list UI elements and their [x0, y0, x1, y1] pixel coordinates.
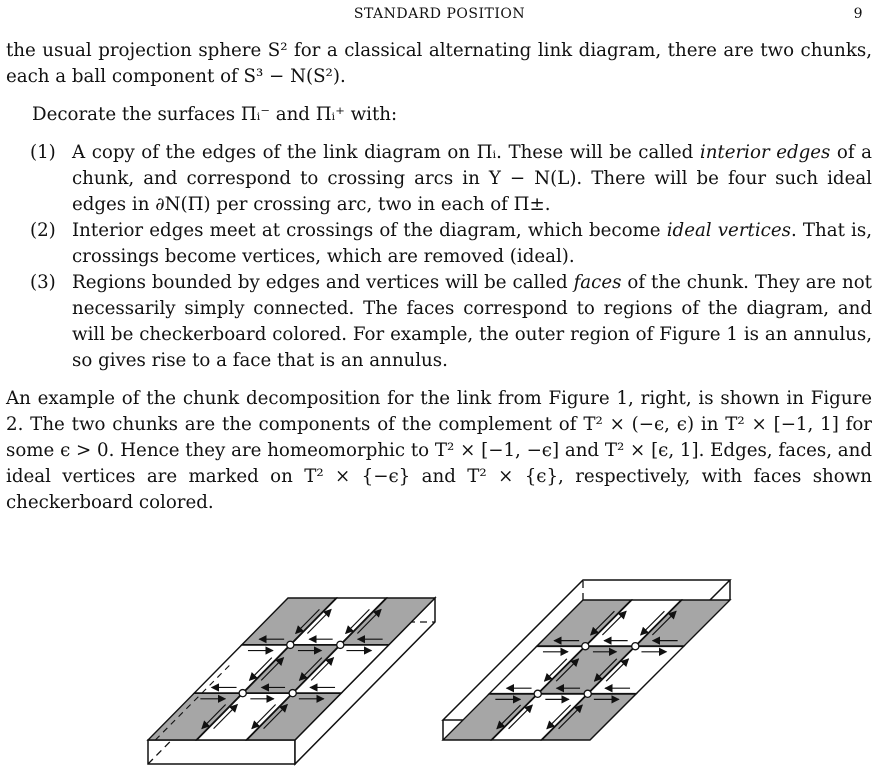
face-shaded: [635, 600, 730, 646]
chunk-left: [148, 598, 435, 764]
list-item-text: of a chunk, and correspond to crossing arcs in Y − N(L). There will be four such ideal edges in ∂N(Π) per crossing arc, two in each of Π±.: [72, 142, 872, 215]
list-item: [6, 270, 872, 374]
paragraph-example: An example of the chunk decomposition for the link from Figure 1, right, is shown in Figure 2. The two chunks are the components of the complement of T² × (−ϵ, ϵ) in T² × [−1, 1] for some ϵ > 0. Hence they are homeomorphic to T² × [−1, −ϵ] and T² × [ϵ, 1]. Edges, faces, and ideal vertices are marked on T² × {−ϵ} and T² × {ϵ}, respectively, with faces shown checkerboard colored.: [6, 388, 872, 513]
edge-arrow: [602, 611, 626, 635]
list-item-text: Interior edges meet at crossings of the diagram, which become: [72, 220, 667, 241]
edge-arrow: [544, 659, 566, 681]
ideal-vertex: [289, 690, 296, 697]
box-front-face: [148, 740, 295, 764]
list-item-number: (1): [30, 142, 56, 163]
face-white: [194, 645, 290, 693]
box-hidden-edge: [148, 622, 288, 764]
face-shaded: [538, 646, 636, 694]
body-text: [6, 38, 872, 516]
edge-arrow: [202, 705, 226, 729]
interior-edge: [541, 600, 681, 740]
edge-arrow: [249, 658, 271, 681]
edge-arrow: [594, 659, 616, 681]
edge-arrow: [299, 658, 321, 681]
face-shaded: [242, 598, 337, 645]
edge-arrow: [357, 609, 381, 633]
list-item-text: . That is, crossings become vertices, which are removed (ideal).: [72, 220, 872, 267]
face-shaded: [443, 694, 538, 740]
edge-arrow: [252, 705, 276, 729]
edge-arrow: [497, 705, 521, 729]
face-white: [489, 646, 585, 694]
edge-arrow: [547, 705, 571, 729]
edge-arrow: [346, 609, 370, 633]
ideal-vertex: [534, 690, 541, 697]
running-head-title: STANDARD POSITION: [353, 6, 526, 22]
list-item-number: (3): [30, 272, 56, 293]
list-item: [6, 140, 872, 218]
edge-arrow: [652, 611, 676, 635]
list-item-text: Regions bounded by edges and vertices will be called: [72, 272, 574, 293]
face-white: [585, 600, 681, 646]
page-number: 9: [853, 6, 863, 22]
chunk-right: [443, 580, 730, 740]
list-item-term: interior edges: [699, 142, 831, 163]
edge-arrow: [641, 611, 665, 635]
interior-edge: [197, 598, 337, 740]
face-shaded: [537, 600, 632, 646]
box-side-face: [295, 598, 435, 764]
edge-arrow: [591, 611, 615, 635]
list-item-text: A copy of the edges of the link diagram on Πᵢ. These will be called: [72, 142, 700, 163]
ideal-vertex: [632, 643, 639, 650]
edge-arrow: [559, 705, 583, 729]
edge-arrow: [606, 659, 628, 681]
edge-arrow: [556, 659, 578, 681]
interior-edge: [246, 598, 386, 740]
paragraph-decorate: Decorate the surfaces Πᵢ⁻ and Πᵢ⁺ with:: [32, 104, 398, 125]
box-hidden-edge: [155, 663, 232, 740]
edge-arrow: [261, 658, 283, 681]
edge-arrow: [509, 705, 533, 729]
list-item-term: ideal vertices: [666, 220, 791, 241]
face-white: [290, 598, 386, 645]
interior-edge: [492, 600, 632, 740]
edge-arrow: [264, 705, 288, 729]
edge-arrow: [214, 705, 238, 729]
box-top-face: [443, 580, 730, 720]
face-white: [588, 646, 684, 694]
list-item: [6, 218, 872, 270]
edge-arrow: [311, 658, 333, 681]
ideal-vertex: [337, 641, 344, 648]
ideal-vertex: [584, 690, 591, 697]
edge-arrow: [307, 609, 331, 633]
face-shaded: [243, 645, 341, 693]
face-shaded: [541, 694, 636, 740]
ideal-vertex: [239, 690, 246, 697]
list-item-number: (2): [30, 220, 56, 241]
edge-arrow: [296, 609, 320, 633]
face-shaded: [246, 693, 341, 740]
list-item-term: faces: [573, 272, 622, 293]
face-shaded: [340, 598, 435, 645]
face-shaded: [148, 693, 243, 740]
ideal-vertex: [582, 643, 589, 650]
paragraph-continuation: the usual projection sphere S² for a classical alternating link diagram, there are two chunks, each a ball component of S³ − N(S²).: [6, 40, 872, 87]
list-item-text: of the chunk. They are not necessarily simply connected. The faces correspond to regions of the diagram, and will be checkerboard colored. For example, the outer region of Figure 1 is an annulus, so gives rise to a face that is an annulus.: [72, 272, 872, 371]
face-white: [293, 645, 389, 693]
face-white: [492, 694, 588, 740]
decoration-list: [6, 140, 872, 374]
face-white: [197, 693, 293, 740]
ideal-vertex: [287, 641, 294, 648]
